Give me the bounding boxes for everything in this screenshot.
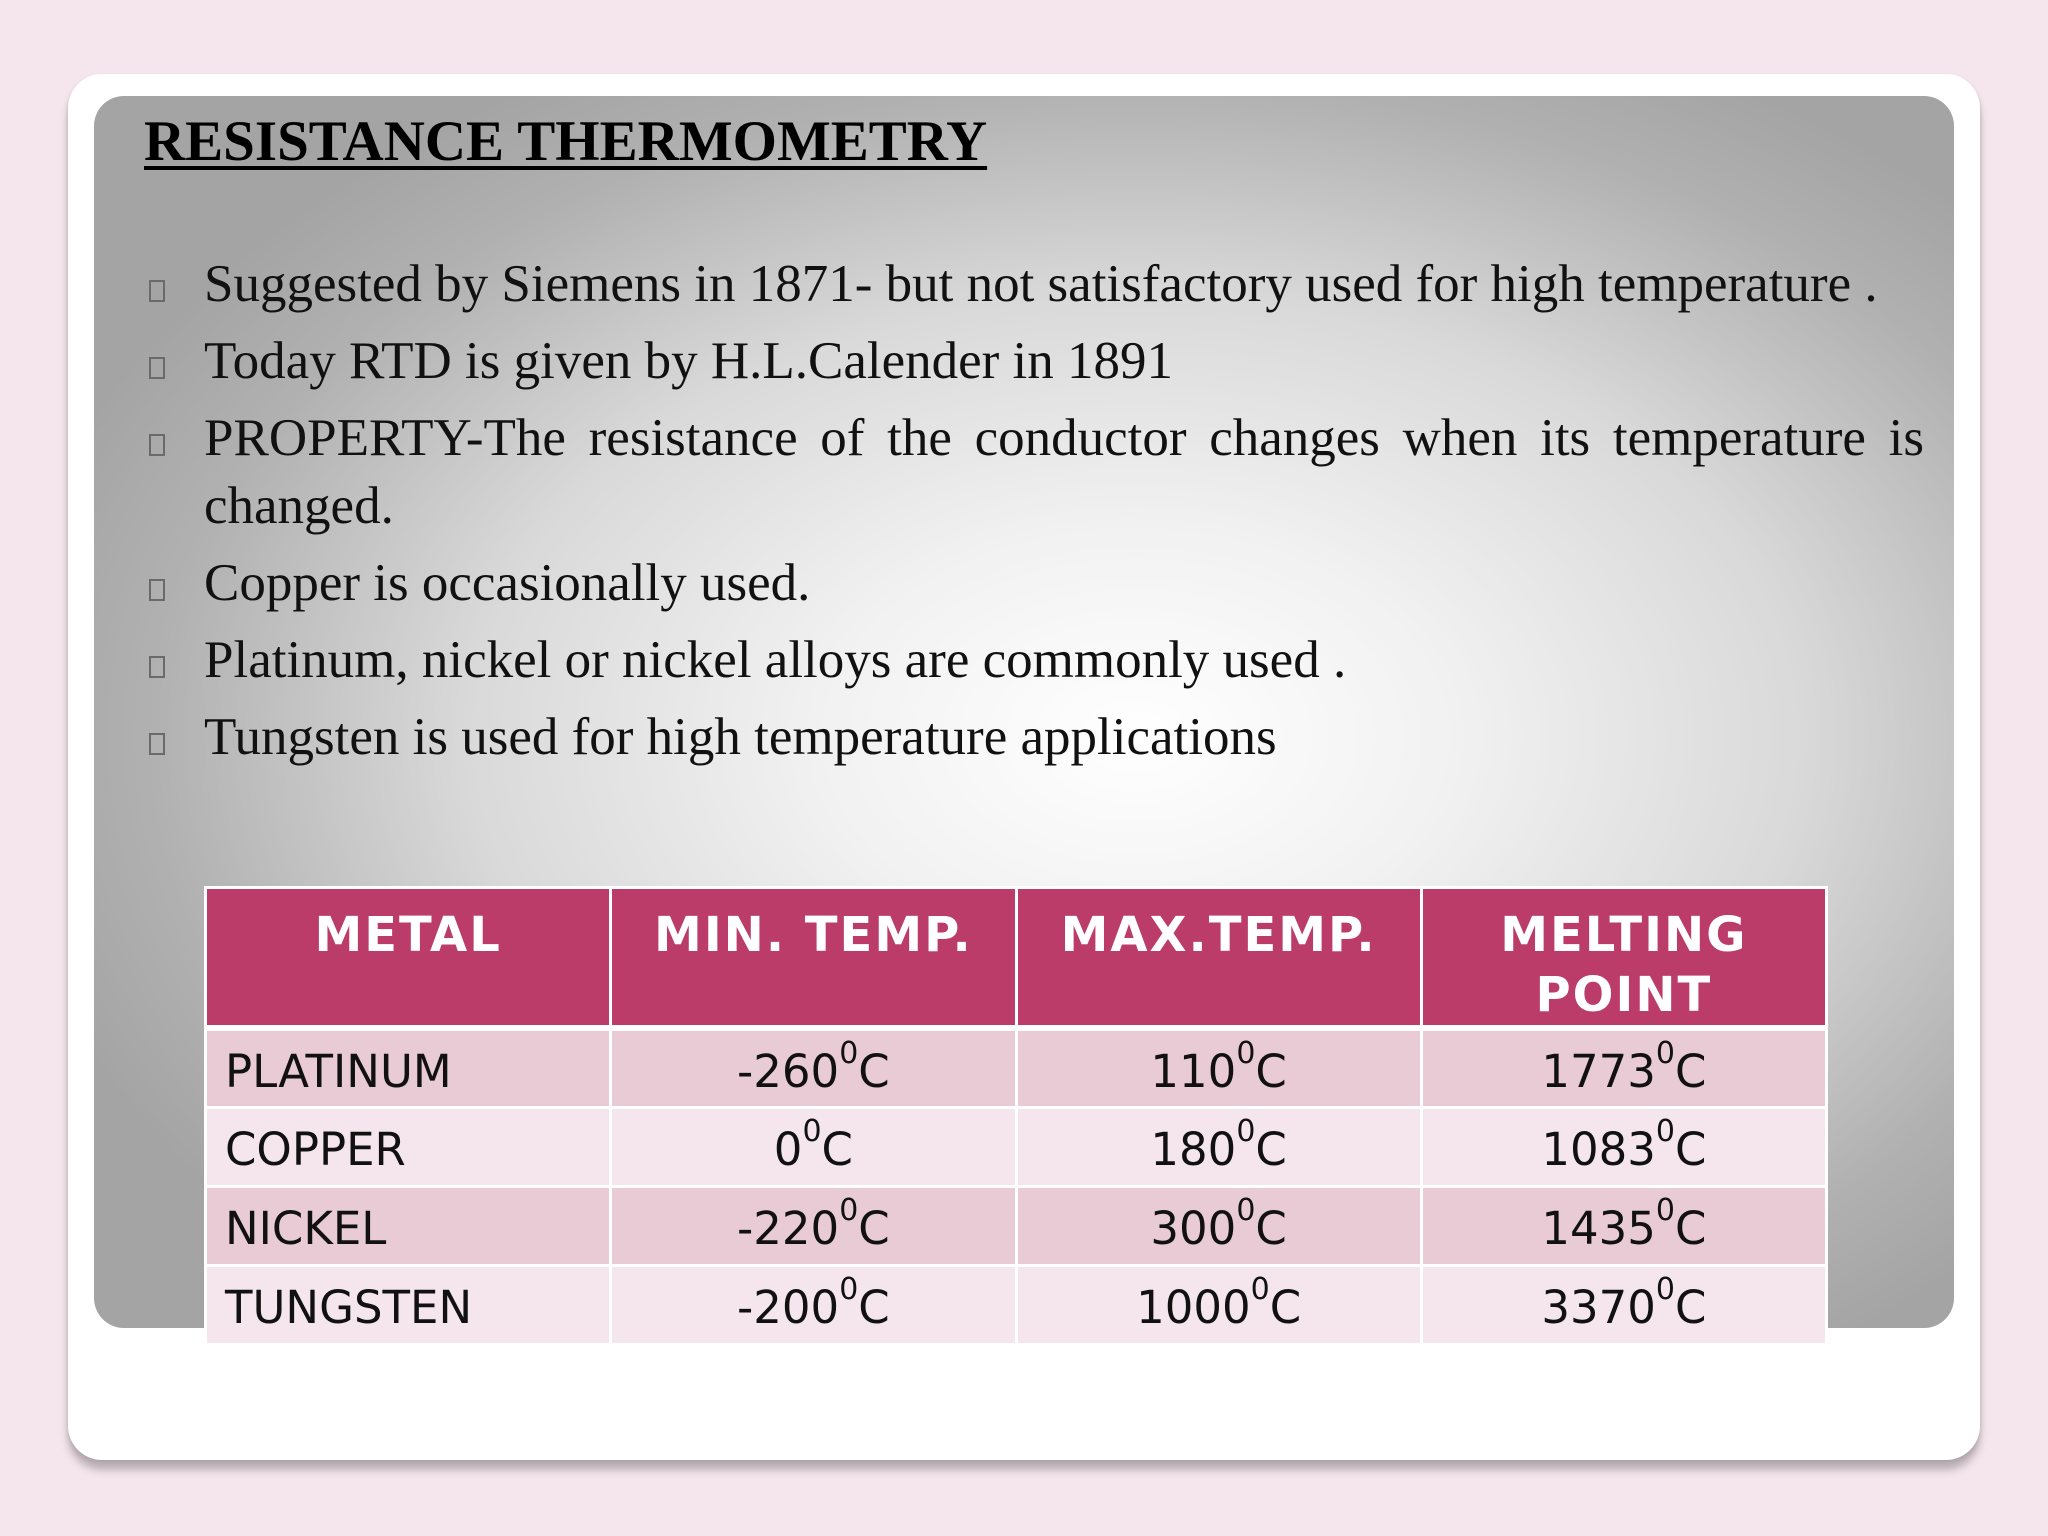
melting-point-cell: 3370$^0$C — [1421, 1265, 1826, 1344]
bullet-box-icon — [149, 357, 165, 379]
bullet-box-icon — [149, 579, 165, 601]
metals-table — [204, 886, 1828, 1346]
table-row — [206, 1028, 1827, 1107]
column-header-max-temp: MAX.TEMP. — [1016, 888, 1421, 1029]
max-temp-cell: $110^0C$ — [1016, 1028, 1421, 1107]
melting-point-cell: 1083$^0$C — [1421, 1107, 1826, 1186]
max-temp-cell: $300^0C$ — [1016, 1186, 1421, 1265]
min-temp-cell: $0^0C$ — [611, 1107, 1016, 1186]
bullet-list — [144, 250, 1924, 780]
column-header-melting-point: MELTING POINT — [1421, 888, 1826, 1029]
slide-title: RESISTANCE THERMOMETRY — [144, 110, 988, 173]
melting-point-cell: 1435$^0$C — [1421, 1186, 1826, 1265]
bullet-item — [144, 250, 1924, 318]
bullet-item — [144, 327, 1924, 395]
max-temp-cell: 1000$^0$C — [1016, 1265, 1421, 1344]
bullet-text: Today RTD is given by H.L.Calender in 1891 — [204, 332, 1174, 390]
bullet-text: Copper is occasionally used. — [204, 554, 811, 612]
bullet-box-icon — [149, 434, 165, 456]
metal-cell: TUNGSTEN — [206, 1265, 611, 1344]
column-header-metal: METAL — [206, 888, 611, 1029]
bullet-text: Suggested by Siemens in 1871- but not satisfactory used for high temperature . — [204, 255, 1878, 313]
bullet-text: Tungsten is used for high temperature applications — [204, 708, 1277, 766]
metal-cell: COPPER — [206, 1107, 611, 1186]
table-row — [206, 1265, 1827, 1344]
table-header-row — [206, 888, 1827, 1029]
min-temp-cell: $-260^0C$ — [611, 1028, 1016, 1107]
table-row — [206, 1186, 1827, 1265]
bullet-box-icon — [149, 733, 165, 755]
metal-cell: NICKEL — [206, 1186, 611, 1265]
melting-point-cell: 1773$^0$C — [1421, 1028, 1826, 1107]
bullet-item — [144, 703, 1924, 771]
table-row — [206, 1107, 1827, 1186]
bullet-box-icon — [149, 280, 165, 302]
bullet-text: PROPERTY-The resistance of the conductor changes when its temperature is changed. — [204, 409, 1924, 535]
bullet-box-icon — [149, 656, 165, 678]
max-temp-cell: $180^0C$ — [1016, 1107, 1421, 1186]
bullet-item — [144, 626, 1924, 694]
bullet-text: Platinum, nickel or nickel alloys are commonly used . — [204, 631, 1347, 689]
bullet-item — [144, 404, 1924, 540]
min-temp-cell: $-200^0C$ — [611, 1265, 1016, 1344]
bullet-item — [144, 549, 1924, 617]
min-temp-cell: $-220^0C$ — [611, 1186, 1016, 1265]
column-header-min-temp: MIN. TEMP. — [611, 888, 1016, 1029]
metal-cell: PLATINUM — [206, 1028, 611, 1107]
